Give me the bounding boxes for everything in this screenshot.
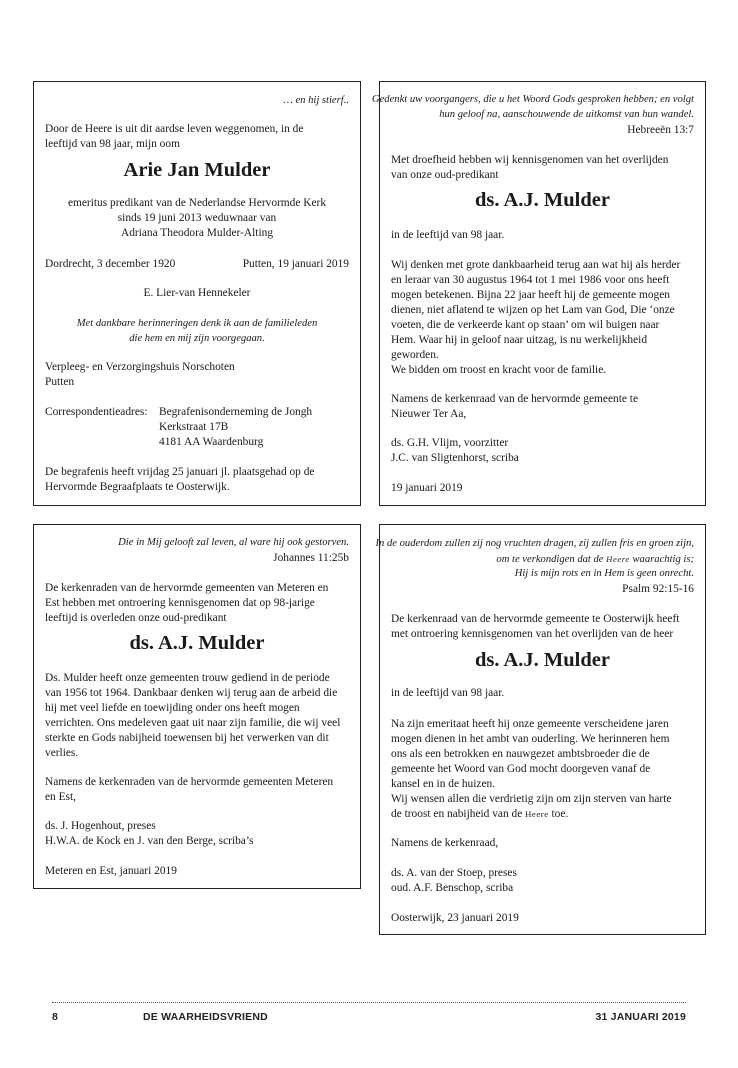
ad4-intro-line2: met ontroering kennisgenomen van het overlijden van de heer bbox=[391, 628, 674, 640]
ad3-behalf-line2: en Est, bbox=[45, 791, 77, 803]
ad4-body-line1: Na zijn emeritaat heeft hij onze gemeente verscheidene jaren bbox=[391, 718, 669, 730]
ad-nieuwer-ter-aa bbox=[371, 81, 706, 506]
ad2-intro-line2: van onze oud-predikant bbox=[391, 169, 499, 181]
ad4-quote-heere: Heere bbox=[606, 554, 630, 564]
ad1-desc-line1: emeritus predikant van de Nederlandse Hervormde Kerk bbox=[67, 197, 327, 209]
ad3-intro-line3: leeftijd is overleden onze oud-predikant bbox=[45, 612, 227, 624]
ad2-intro-line1: Met droefheid hebben wij kennisgenomen van het overlijden bbox=[391, 154, 669, 166]
ad1-intro-line2: leeftijd van 98 jaar, mijn oom bbox=[45, 138, 180, 150]
ad3-quote-ref: Johannes 11:25b bbox=[273, 552, 349, 564]
ad1-home-line2: Putten bbox=[45, 376, 75, 388]
ad3-body-line3: hij met veel liefde en toewijding onder ons heeft mogen bbox=[45, 702, 300, 714]
footer-divider bbox=[52, 1002, 686, 1003]
ad1-correspondence-line2: Kerkstraat 17B bbox=[159, 421, 229, 433]
ad4-quote-line2 bbox=[496, 552, 694, 568]
ad4-signature-2: oud. A.F. Benschop, scriba bbox=[391, 882, 514, 894]
ad3-body-line6: verlies. bbox=[45, 747, 79, 759]
ad1-death: Putten, 19 januari 2019 bbox=[242, 258, 349, 270]
issue-date: 31 JANUARI 2019 bbox=[595, 1011, 686, 1023]
ad4-quote-line3: Hij is mijn rots en in Hem is geen onrecht. bbox=[514, 568, 694, 579]
ad1-deceased-name: Arie Jan Mulder bbox=[123, 159, 271, 181]
ad1-correspondence-line3: 4181 AA Waardenburg bbox=[159, 436, 264, 448]
ad4-quote-line2-pre: om te verkondigen dat de bbox=[496, 554, 607, 565]
ad1-funeral-line1: De begrafenis heeft vrijdag 25 januari jl. plaatsgehad op de bbox=[45, 466, 315, 478]
ad2-date: 19 januari 2019 bbox=[391, 482, 463, 494]
ad4-deceased-name: ds. A.J. Mulder bbox=[475, 649, 610, 671]
ad3-body-line2: van 1956 tot 1964. Dankbaar denken wij terug aan de arbeid die bbox=[45, 687, 338, 699]
ad4-body-line6: Wij wensen allen die verdrietig zijn om zijn sterven van harte bbox=[391, 793, 672, 805]
ad1-quote: … en hij stierf.. bbox=[283, 95, 349, 106]
ad2-signature-2: J.C. van Sligtenhorst, scriba bbox=[391, 452, 519, 464]
ad2-body-line8: We bidden om troost en kracht voor de familie. bbox=[391, 364, 607, 376]
ad2-quote-line2: hun geloof na, aanschouwende de uitkomst van hun wandel. bbox=[439, 109, 694, 120]
ad3-quote: Die in Mij gelooft zal leven, al ware hij ook gestorven. bbox=[118, 537, 349, 548]
ad1-memory-line1: Met dankbare herinneringen denk ik aan de familieleden bbox=[76, 318, 318, 329]
ad2-body-line1: Wij denken met grote dankbaarheid terug aan wat hij als herder bbox=[391, 259, 681, 271]
ad4-quote-ref: Psalm 92:15-16 bbox=[622, 583, 694, 595]
ad3-deceased-name: ds. A.J. Mulder bbox=[129, 632, 265, 654]
ad1-relative: E. Lier-van Hennekeler bbox=[143, 287, 251, 299]
ad-arie-jan-mulder-family bbox=[33, 81, 361, 506]
ad2-behalf-line2: Nieuwer Ter Aa, bbox=[391, 408, 467, 420]
ad2-behalf-line1: Namens de kerkenraad van de hervormde gemeente te bbox=[391, 393, 638, 405]
ad4-body-heere: Heere bbox=[525, 809, 549, 819]
ad3-body-line1: Ds. Mulder heeft onze gemeenten trouw gediend in de periode bbox=[45, 672, 330, 684]
ad4-body-line5: kansel en in de huizen. bbox=[391, 778, 496, 790]
ad2-body-line7: geworden. bbox=[391, 349, 439, 361]
ad1-correspondence-label: Correspondentieadres: bbox=[45, 406, 148, 418]
ad-oosterwijk bbox=[375, 524, 706, 935]
ad4-body-line7-pre: de troost en nabijheid van de bbox=[391, 808, 526, 820]
ad2-quote-line1: Gedenkt uw voorgangers, die u het Woord Gods gesproken hebben; en volgt bbox=[371, 94, 694, 105]
ad4-body-line3: ons als een betrokken en nauwgezet ambtsbroeder die de bbox=[391, 748, 650, 760]
ad3-behalf-line1: Namens de kerkenraden van de hervormde gemeenten Meteren bbox=[45, 776, 334, 788]
ad2-body-line5: voeten, die de verkeerde kant op staan’ om wil buigen naar bbox=[391, 319, 660, 331]
ad1-correspondence-line1: Begrafenisonderneming de Jongh bbox=[159, 406, 313, 418]
ad1-memory-line2: die hem en mij zijn voorgegaan. bbox=[129, 333, 265, 344]
ad4-signature-1: ds. A. van der Stoep, preses bbox=[391, 867, 517, 879]
ad1-desc-line2: sinds 19 juni 2013 weduwnaar van bbox=[117, 212, 277, 224]
page-number: 8 bbox=[52, 1011, 59, 1023]
ad1-desc-line3: Adriana Theodora Mulder-Alting bbox=[120, 227, 274, 239]
ad4-behalf: Namens de kerkenraad, bbox=[391, 837, 499, 849]
ad2-body-line4: dienen, niet aflatend te wijzen op het Lam van God, Die ‘onze bbox=[391, 304, 675, 316]
ad2-body-line3: mogen betekenen. Bijna 22 jaar heeft hij de gemeente mogen bbox=[391, 289, 670, 301]
ad2-deceased-name: ds. A.J. Mulder bbox=[475, 189, 610, 211]
ad-meteren-en-est bbox=[33, 524, 361, 889]
ad4-body-line7 bbox=[391, 807, 568, 822]
ad4-quote-line2-post: waarachtig is; bbox=[629, 554, 694, 565]
ad3-date: Meteren en Est, januari 2019 bbox=[45, 865, 177, 877]
ad3-body-line4: verrichten. Ons medeleven gaat uit naar zijn familie, die wij veel bbox=[45, 717, 341, 729]
ad1-birth: Dordrecht, 3 december 1920 bbox=[45, 258, 176, 270]
ad2-quote-ref: Hebreeën 13:7 bbox=[627, 124, 694, 136]
ad4-body-line4: gemeente het Woord van God mocht doorgeven vanaf de bbox=[391, 763, 651, 775]
ad1-home-line1: Verpleeg- en Verzorgingshuis Norschoten bbox=[45, 361, 235, 373]
ad1-intro-line1: Door de Heere is uit dit aardse leven weggenomen, in de bbox=[45, 123, 304, 135]
ad1-funeral-line2: Hervormde Begraafplaats te Oosterwijk. bbox=[45, 481, 230, 493]
ad3-signature-2: H.W.A. de Kock en J. van den Berge, scriba’s bbox=[45, 835, 254, 847]
ad2-body-line2: en leraar van 30 augustus 1964 tot 1 mei 1986 voor ons heeft bbox=[391, 274, 670, 286]
ad3-body-line5: sterkte en Gods nabijheid toewensen bij het verwerken van dit bbox=[45, 732, 329, 744]
ad4-intro-line1: De kerkenraad van de hervormde gemeente te Oosterwijk heeft bbox=[391, 613, 680, 625]
ad3-intro-line1: De kerkenraden van de hervormde gemeenten van Meteren en bbox=[45, 582, 329, 594]
ad2-signature-1: ds. G.H. Vlijm, voorzitter bbox=[391, 437, 509, 449]
ad3-intro-line2: Est hebben met ontroering kennisgenomen dat op 98-jarige bbox=[45, 597, 315, 609]
ad4-body-line7-post: toe. bbox=[548, 808, 569, 820]
ad3-signature-1: ds. J. Hogenhout, preses bbox=[45, 820, 156, 832]
ad2-body-line6: Hem. Waar hij in geloof naar uitzag, is nu werkelijkheid bbox=[391, 334, 648, 346]
publication-name: DE WAARHEIDSVRIEND bbox=[143, 1011, 268, 1023]
ad2-age: in de leeftijd van 98 jaar. bbox=[391, 229, 505, 241]
ad4-quote-line1: In de ouderdom zullen zij nog vruchten dragen, zij zullen fris en groen zijn, bbox=[375, 538, 694, 549]
ad4-age: in de leeftijd van 98 jaar. bbox=[391, 687, 505, 699]
ad4-body-line2: mogen dienen in het ambt van ouderling. We herinneren hem bbox=[391, 733, 670, 745]
ad4-date: Oosterwijk, 23 januari 2019 bbox=[391, 912, 519, 924]
